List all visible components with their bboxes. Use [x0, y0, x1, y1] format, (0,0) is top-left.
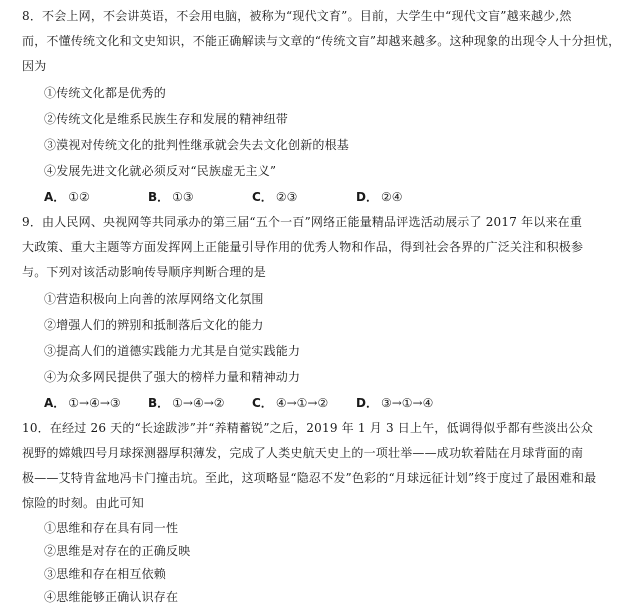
question-10-stem-line-1: 10．在经过 26 天的“长途跋涉”并“养精蓄锐”之后，2019 年 1 月 3 日上午，低调得似乎都有些淡出公众: [22, 421, 593, 435]
question-9-option-1: ①营造积极向上向善的浓厚网络文化氛围: [44, 292, 264, 306]
question-8-option-3: ③漠视对传统文化的批判性继承就会失去文化创新的根基: [44, 138, 350, 152]
question-9-choice-a: A． ①→④→③: [44, 396, 121, 410]
question-9-choice-d: D． ③→①→④: [356, 396, 434, 410]
question-9-option-2: ②增强人们的辨别和抵制落后文化的能力: [44, 318, 264, 332]
question-9-option-3: ③提高人们的道德实践能力尤其是自觉实践能力: [44, 344, 301, 358]
question-8-option-2: ②传统文化是维系民族生存和发展的精神纽带: [44, 112, 289, 126]
question-9-choices: [44, 393, 514, 413]
question-8-choice-b: B． ①③: [148, 190, 194, 204]
question-10-stem-line-2: 视野的嫦娥四号月球探测器厚积薄发，完成了人类史航天史上的一项壮举——成功软着陆在月球背面的南: [22, 446, 584, 460]
question-10-stem-line-4: 惊险的时刻。由此可知: [22, 496, 145, 510]
question-10-option-1: ①思维和存在具有同一性: [44, 521, 179, 535]
question-8-stem-line-3: 因为: [22, 59, 47, 73]
question-9-option-4: ④为众多网民提供了强大的榜样力量和精神动力: [44, 370, 301, 384]
question-8-option-1: ①传统文化都是优秀的: [44, 86, 167, 100]
question-8-choice-a: A． ①②: [44, 190, 90, 204]
question-8-stem-line-1: 8．不会上网，不会讲英语，不会用电脑，被称为“现代文育”。目前，大学生中“现代文盲”越来越少,然: [22, 9, 572, 23]
question-8-choice-d: D． ②④: [356, 190, 403, 204]
question-9-stem-line-1: 9．由人民网、央视网等共同承办的第三届“五个一百”网络正能量精品评选活动展示了 2017 年以来在重: [22, 215, 583, 229]
question-9-stem-line-2: 大政策、重大主题等方面发挥网上正能量引导作用的优秀人物和作品，得到社会各界的广泛关注和积极参: [22, 240, 584, 254]
question-10-option-3: ③思维和存在相互依赖: [44, 567, 167, 581]
question-10-stem-line-3: 极——艾特肯盆地冯卡门撞击坑。至此，这项略显“隐忍不发”色彩的“月球远征计划”终于度过了最困难和最: [22, 471, 597, 485]
question-8-choices: [44, 187, 514, 207]
question-9-choice-b: B． ①→④→②: [148, 396, 225, 410]
question-10-option-2: ②思维是对存在的正确反映: [44, 544, 191, 558]
question-8-choice-c: C． ②③: [252, 190, 298, 204]
question-10-option-4: ④思维能够正确认识存在: [44, 590, 179, 604]
question-8-stem-line-2: 而，不懂传统文化和文史知识，不能正确解读与文章的“传统文盲”却越来越多。这种现象的出现令人十分担忧，: [22, 34, 620, 48]
question-9-choice-c: C． ④→①→②: [252, 396, 329, 410]
question-8-option-4: ④发展先进文化就必须反对“民族虚无主义”: [44, 164, 277, 178]
question-9-stem-line-3: 与。下列对该活动影响传导顺序判断合理的是: [22, 265, 267, 279]
